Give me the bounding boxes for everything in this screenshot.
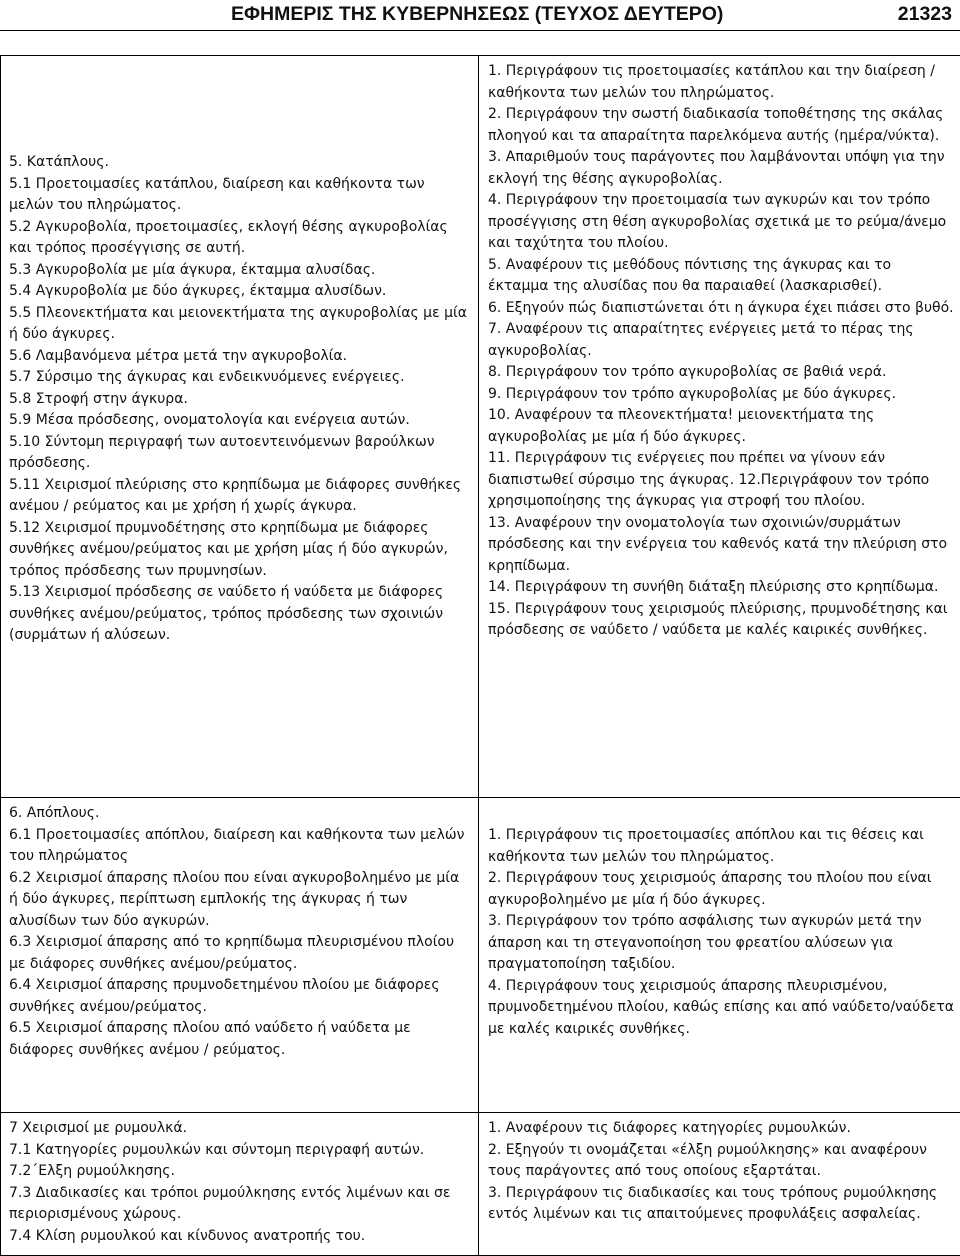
topic-item: 7.4 Κλίση ρυμουλκού και κίνδυνος ανατροπής του.	[9, 1227, 366, 1244]
topic-item: 7.1 Κατηγορίες ρυμουλκών και σύντομη περιγραφή αυτών.	[9, 1141, 425, 1158]
objectives-cell	[479, 56, 960, 798]
topic-item: 7 Χειρισμοί με ρυμουλκά.	[9, 1120, 188, 1136]
topic-item: 5.4 Αγκυροβολία με δύο άγκυρες, έκταμμα αλυσίδων.	[9, 283, 387, 299]
topic-item: 6. Απόπλους.	[9, 805, 100, 821]
topic-item: 5.5 Πλεονεκτήματα και μειονεκτήματα της αγκυροβολίας με μία ή δύο άγκυρες.	[9, 304, 467, 342]
table-row	[1, 1113, 960, 1256]
page-header	[0, 0, 960, 30]
topics-cell	[1, 798, 479, 1113]
topics-cell	[1, 56, 479, 798]
topic-item: 6.3 Χειρισμοί άπαρσης από το κρηπίδωμα πλευρισμένου πλοίου με διάφορες συνθήκες ανέμου/ρεύματος.	[9, 934, 455, 972]
objective-item: 13. Αναφέρουν την ονοματολογία των σχοινιών/συρμάτων πρόσδεσης και την ενέργεια του καθενός κατά την πλεύριση στο κρηπίδωμα.	[488, 514, 948, 574]
objective-item: 4. Περιγράφουν την προετοιμασία των αγκυρών και τον τρόπο προσέγγισης στη θέση αγκυροβολίας σχετικά με το ρεύμα/άνεμο και ταχύτητα του πλοίου.	[488, 192, 947, 251]
topic-item: 6.4 Χειρισμοί άπαρσης πρυμνοδετημένου πλοίου με διάφορες συνθήκες ανέμου/ρεύματος.	[9, 977, 440, 1015]
topics-cell	[1, 1113, 479, 1256]
topic-item: 5.11 Χειρισμοί πλεύρισης στο κρηπίδωμα με διάφορες συνθήκες ανέμου / ρεύματος και με χρήση ή χωρίς άγκυρα.	[9, 476, 462, 514]
topic-item: 6.5 Χειρισμοί άπαρσης πλοίου από ναύδετο ή ναύδετα με διάφορες συνθήκες ανέμου / ρεύματος.	[9, 1020, 411, 1058]
objective-item: 1. Αναφέρουν τις διάφορες κατηγορίες ρυμουλκών.	[488, 1120, 851, 1136]
topic-item: 5.2 Αγκυροβολία, προετοιμασίες, εκλογή θέσης αγκυροβολίας και τρόπος προσέγγισης σε αυτή.	[9, 218, 448, 256]
objective-item: 7. Αναφέρουν τις απαραίτητες ενέργειες μετά το πέρας της αγκυροβολίας.	[488, 321, 914, 359]
topic-item: 5.1 Προετοιμασίες κατάπλου, διαίρεση και καθήκοντα των μελών του πληρώματος.	[9, 175, 425, 213]
topic-item: 6.2 Χειρισμοί άπαρσης πλοίου που είναι αγκυροβολημένο με μία ή δύο άγκυρες, περίπτωση εμπλοκής της άγκυρας ή των αλυσίδων των δύο αγκυρών.	[9, 869, 460, 929]
objective-item: 6. Εξηγούν πώς διαπιστώνεται ότι η άγκυρα έχει πιάσει στο βυθό.	[488, 299, 954, 316]
objective-item: 1. Περιγράφουν τις προετοιμασίες κατάπλου και την διαίρεση / καθήκοντα των μελών του πληρώματος.	[488, 63, 935, 101]
page-number: 21323	[897, 3, 952, 25]
objective-item: 2. Περιγράφουν τους χειρισμούς άπαρσης του πλοίου που είναι αγκυροβολημένο με μία ή δύο άγκυρες.	[488, 870, 932, 908]
objective-item: 10. Αναφέρουν τα πλεονεκτήματα! μειονεκτήματα της αγκυροβολίας με μία ή δύο άγκυρες.	[488, 407, 875, 445]
objective-item: 3. Περιγράφουν τις διαδικασίες και τους τρόπους ρυμούλκησης εντός λιμένων και τις απαιτούμενες προφυλάξεις ασφαλείας.	[488, 1184, 938, 1222]
objectives-cell	[479, 798, 960, 1113]
topic-item: 5.7 Σύρσιμο της άγκυρας και ενδεικνυόμενες ενέργειες.	[9, 369, 405, 385]
objective-item: 8. Περιγράφουν τον τρόπο αγκυροβολίας σε βαθιά νερά.	[488, 364, 887, 380]
objective-item: 2. Εξηγούν τι ονομάζεται «έλξη ρυμούλκησης» και αναφέρουν τους παράγοντες από τους οποίους εξαρτάται.	[488, 1141, 927, 1179]
topic-item: 6.1 Προετοιμασίες απόπλου, διαίρεση και καθήκοντα των μελών του πληρώματος	[9, 826, 465, 864]
objective-item: 3. Περιγράφουν τον τρόπο ασφάλισης των αγκυρών μετά την άπαρση και τη στεγανοποίηση του φρεατίου αλύσεων για πραγματοποίηση ταξιδίου.	[488, 913, 922, 972]
topic-item: 5.3 Αγκυροβολία με μία άγκυρα, έκταμμα αλυσίδας.	[9, 261, 376, 278]
objective-item: 2. Περιγράφουν την σωστή διαδικασία τοποθέτησης της σκάλας πλοηγού και τα απαραίτητα παρελκόμενα αυτής (ημέρα/νύκτα).	[488, 106, 944, 144]
objective-item: 14. Περιγράφουν τη συνήθη διάταξη πλεύρισης στο κρηπίδωμα.	[488, 579, 939, 595]
topic-item: 5.13 Χειρισμοί πρόσδεσης σε ναύδετο ή ναύδετα με διάφορες συνθήκες ανέμου/ρεύματος, τρόπος πρόσδεσης των σχοινιών (συρμάτων ή αλύσεων.	[9, 584, 444, 643]
table-row	[1, 798, 960, 1113]
topic-item: 5. Κατάπλους.	[9, 154, 109, 170]
header-divider	[0, 30, 960, 31]
curriculum-table	[0, 55, 960, 1256]
objective-item: 3. Απαριθμούν τους παράγοντες που λαμβάνονται υπόψη για την εκλογή της θέσης αγκυροβολίας.	[488, 149, 945, 187]
topic-item: 5.10 Σύντομη περιγραφή των αυτοεντεινόμενων βαρούλκων πρόσδεσης.	[9, 433, 435, 471]
gazette-title: ΕΦΗΜΕΡΙΣ ΤΗΣ ΚΥΒΕΡΝΗΣΕΩΣ (ΤΕΥΧΟΣ ΔΕΥΤΕΡΟ)	[231, 3, 724, 25]
topic-item: 5.8 Στροφή στην άγκυρα.	[9, 390, 188, 407]
objective-item: 9. Περιγράφουν τον τρόπο αγκυροβολίας με δύο άγκυρες.	[488, 385, 897, 402]
objective-item: 5. Αναφέρουν τις μεθόδους πόντισης της άγκυρας και το έκταμμα της αλυσίδας που θα παραιαθεί (λασκαρισθεί).	[488, 256, 892, 294]
objectives-cell	[479, 1113, 960, 1256]
topic-item: 7.3 Διαδικασίες και τρόποι ρυμούλκησης εντός λιμένων και σε περιορισμένους χώρους.	[9, 1184, 451, 1222]
topic-item: 5.6 Λαμβανόμενα μέτρα μετά την αγκυροβολία.	[9, 347, 348, 364]
topic-item: 5.9 Μέσα πρόσδεσης, ονοματολογία και ενέργεια αυτών.	[9, 412, 410, 428]
objective-item: 1. Περιγράφουν τις προετοιμασίες απόπλου και τις θέσεις και καθήκοντα των μελών του πληρώματος.	[488, 827, 924, 865]
topic-item: 5.12 Χειρισμοί πρυμνοδέτησης στο κρηπίδωμα με διάφορες συνθήκες ανέμου/ρεύματος και με χρήση μίας ή δύο αγκυρών, τρόπος πρόσδεσης των πρυμνησίων.	[9, 519, 448, 579]
table-row	[1, 56, 960, 798]
objective-item: 15. Περιγράφουν τους χειρισμούς πλεύρισης, πρυμνοδέτησης και πρόσδεσης σε ναύδετο / ναύδετα με καλές καιρικές συνθήκες.	[488, 600, 948, 638]
objective-item: 4. Περιγράφουν τους χειρισμούς άπαρσης πλευρισμένου, πρυμνοδετημένου πλοίου, καθώς επίσης και από ναύδετο/ναύδετα με καλές καιρικές συνθήκες.	[488, 977, 954, 1037]
topic-item: 7.2΄Ελξη ρυμούλκησης.	[9, 1163, 175, 1179]
objective-item: 11. Περιγράφουν τις ενέργειες που πρέπει να γίνουν εάν διαπιστωθεί σύρσιμο της άγκυρας. 12.Περιγράφουν τον τρόπο χρησιμοποίησης της άγκυρας για στροφή του πλοίου.	[488, 450, 930, 509]
